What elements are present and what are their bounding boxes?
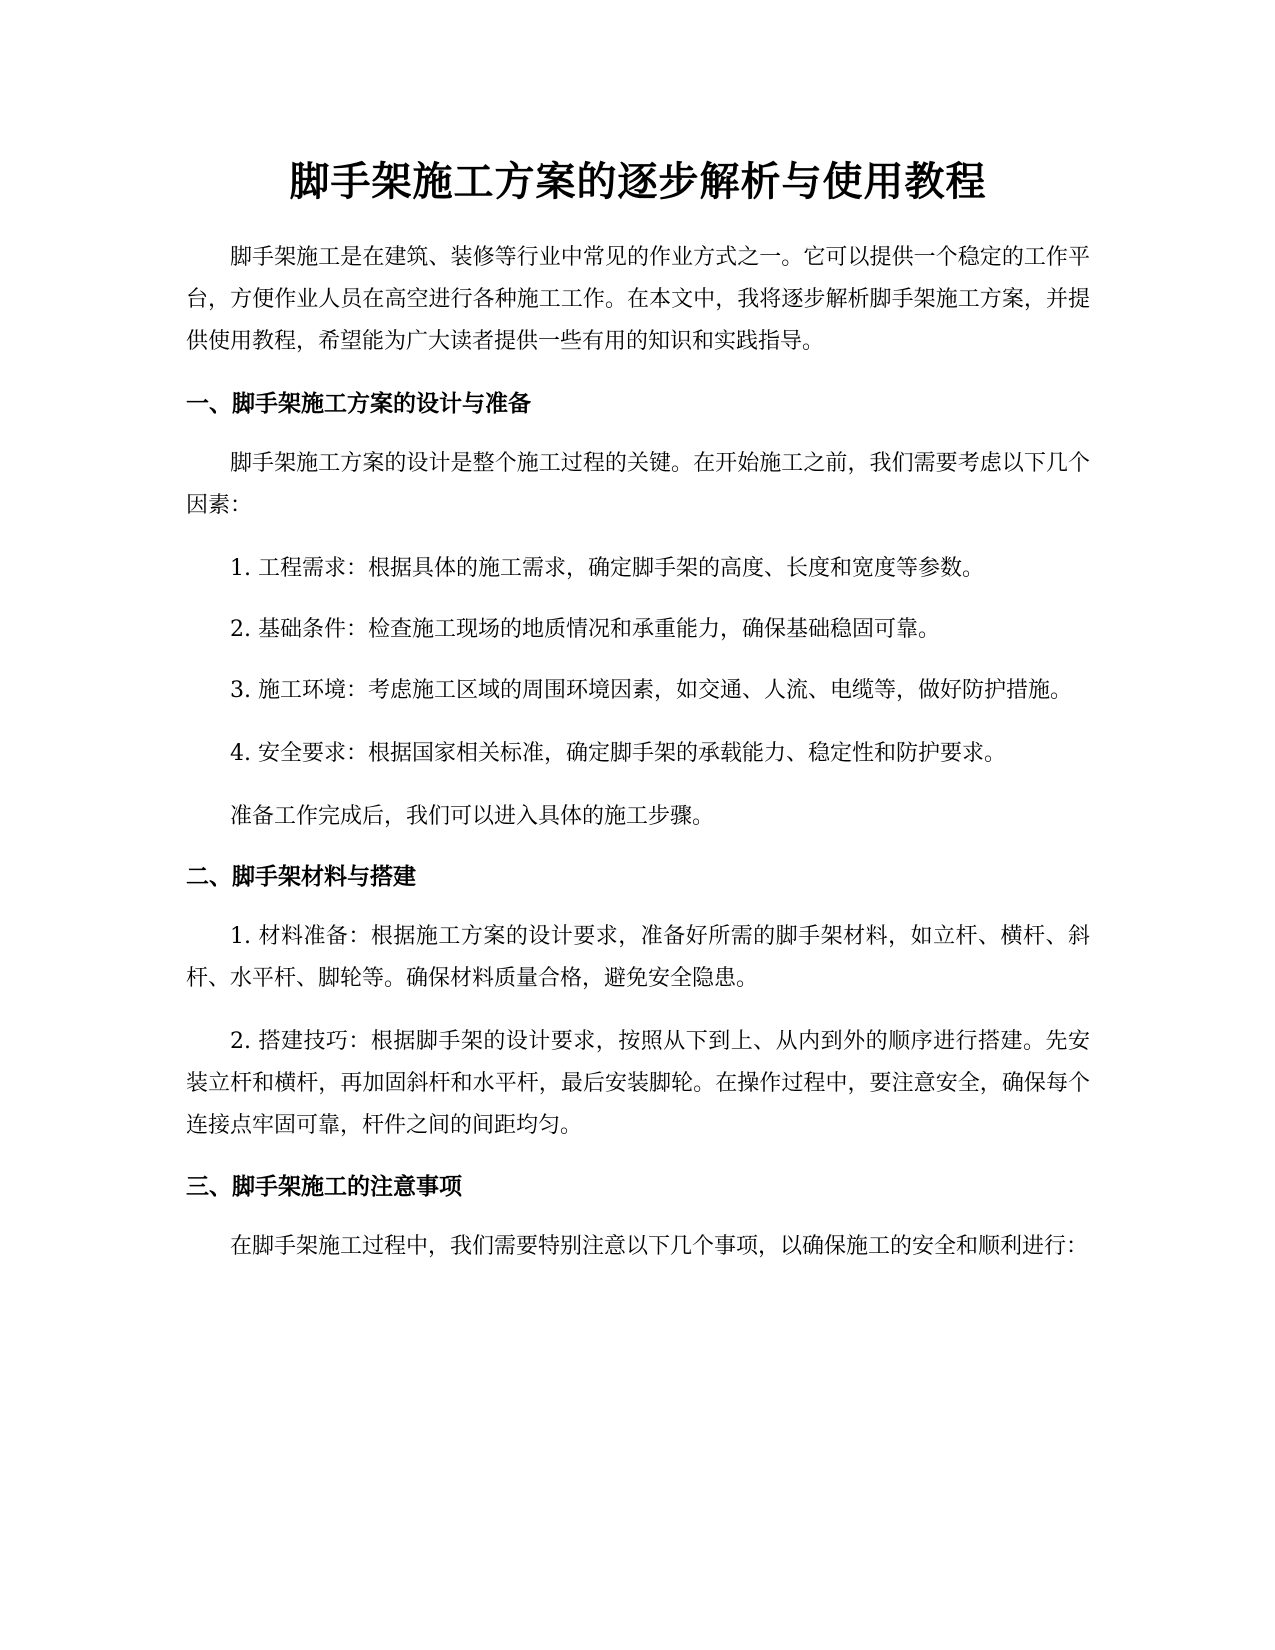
- section-2-item-2: 2. 搭建技巧：根据脚手架的设计要求，按照从下到上、从内到外的顺序进行搭建。先安装立杆和横杆，再加固斜杆和水平杆，最后安装脚轮。在操作过程中，要注意安全，确保每个连接点牢固可靠，杆件之间的间距均匀。: [186, 1029, 1090, 1138]
- section-2-heading: 二、脚手架材料与搭建: [186, 864, 416, 890]
- section-3-heading: 三、脚手架施工的注意事项: [186, 1174, 462, 1200]
- section-1-item-3: 3. 施工环境：考虑施工区域的周围环境因素，如交通、人流、电缆等，做好防护措施。: [230, 678, 1072, 703]
- section-1-closing: 准备工作完成后，我们可以进入具体的施工步骤。: [230, 804, 715, 829]
- section-1-item-4: 4. 安全要求：根据国家相关标准，确定脚手架的承载能力、稳定性和防护要求。: [230, 741, 1006, 766]
- section-2-item-1: 1. 材料准备：根据施工方案的设计要求，准备好所需的脚手架材料，如立杆、横杆、斜杆、水平杆、脚轮等。确保材料质量合格，避免安全隐患。: [186, 924, 1090, 991]
- section-1-intro: 脚手架施工方案的设计是整个施工过程的关键。在开始施工之前，我们需要考虑以下几个因素：: [186, 451, 1090, 518]
- section-1-heading: 一、脚手架施工方案的设计与准备: [186, 391, 531, 417]
- document-title: 脚手架施工方案的逐步解析与使用教程: [289, 159, 987, 205]
- document-page: [186, 150, 1090, 1268]
- section-3-intro: 在脚手架施工过程中，我们需要特别注意以下几个事项，以确保施工的安全和顺利进行：: [230, 1234, 1089, 1259]
- intro-paragraph: 脚手架施工是在建筑、装修等行业中常见的作业方式之一。它可以提供一个稳定的工作平台，方便作业人员在高空进行各种施工工作。在本文中，我将逐步解析脚手架施工方案，并提供使用教程，希望能为广大读者提供一些有用的知识和实践指导。: [186, 245, 1090, 354]
- section-1-item-1: 1. 工程需求：根据具体的施工需求，确定脚手架的高度、长度和宽度等参数。: [230, 556, 984, 581]
- section-1-item-2: 2. 基础条件：检查施工现场的地质情况和承重能力，确保基础稳固可靠。: [230, 617, 940, 642]
